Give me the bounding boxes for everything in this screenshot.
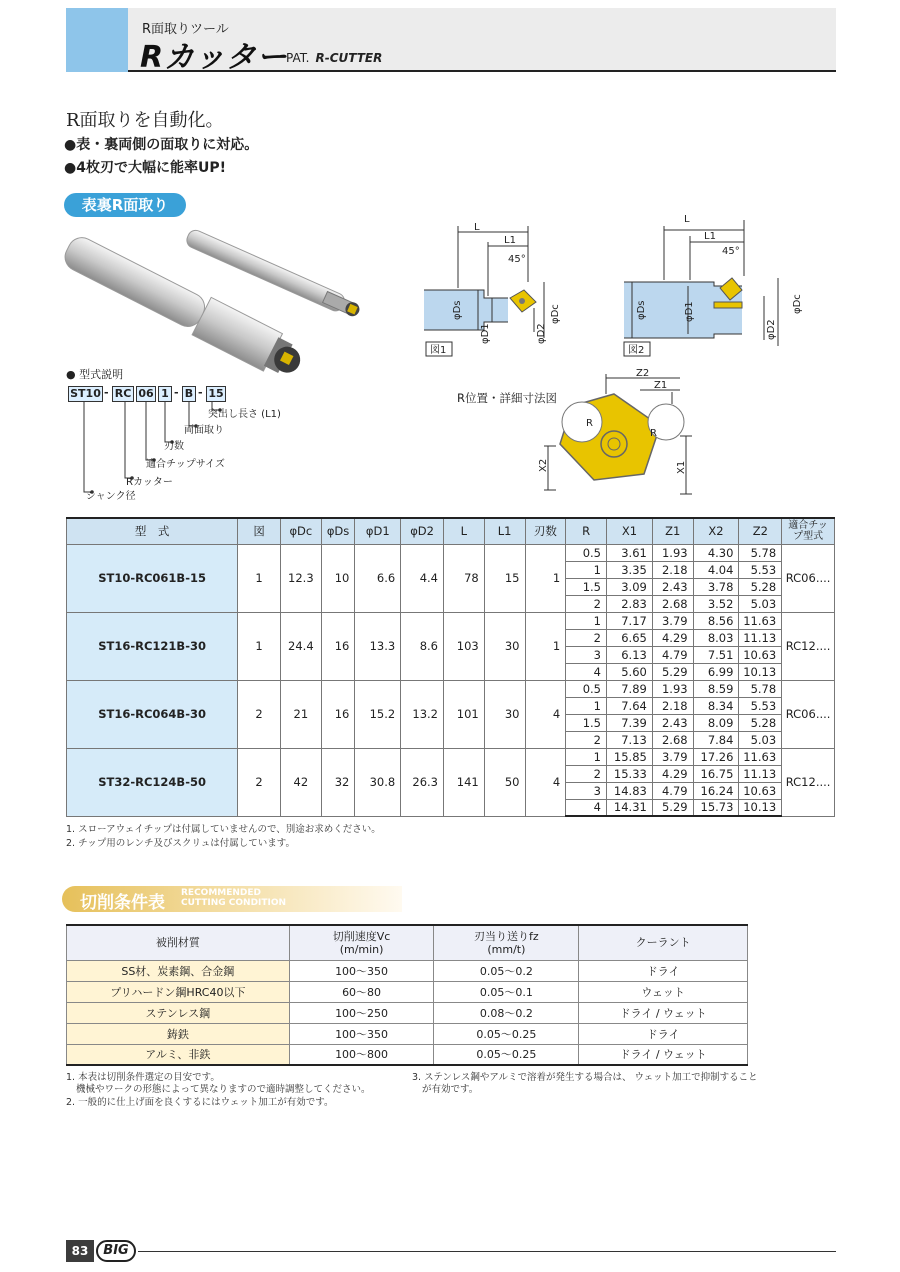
r-cell: 1 xyxy=(566,612,607,629)
z1-cell: 4.79 xyxy=(652,646,693,663)
col-coolant: クーラント xyxy=(579,925,748,960)
spec-row xyxy=(67,612,835,629)
cutting-note: 1. 本表は切削条件選定の目安です。 xyxy=(66,1072,220,1083)
figure-2-label: 図2 xyxy=(628,345,645,356)
header-subtitle: R面取りツール xyxy=(142,22,229,37)
x1-cell: 14.83 xyxy=(607,782,653,799)
product-photo xyxy=(60,218,370,390)
z2-cell: 10.63 xyxy=(739,782,782,799)
dim-Dc: φDc xyxy=(792,294,803,314)
x1-cell: 15.33 xyxy=(607,765,653,782)
x2-cell: 7.84 xyxy=(693,731,739,748)
code-desc-flutes: 刃数 xyxy=(164,441,184,452)
spec-note: 1. スローアウェイチップは付属していませんので、別途お求めください。 xyxy=(66,824,381,835)
code-part-size: 06 xyxy=(136,386,156,402)
fig-cell: 1 xyxy=(238,612,281,680)
fz-cell: 0.08〜0.2 xyxy=(434,1002,579,1023)
x2-cell: 8.09 xyxy=(693,714,739,731)
z2-cell: 5.28 xyxy=(739,714,782,731)
fig-cell: 2 xyxy=(238,680,281,748)
spec-table xyxy=(66,517,835,817)
x1-cell: 7.13 xyxy=(607,731,653,748)
x2-cell: 15.73 xyxy=(693,799,739,816)
r-cell: 2 xyxy=(566,629,607,646)
d2-cell: 8.6 xyxy=(401,612,444,680)
x2-cell: 7.51 xyxy=(693,646,739,663)
col-flutes: 刃数 xyxy=(525,518,566,544)
x2-cell: 16.75 xyxy=(693,765,739,782)
model-cell: ST16-RC064B-30 xyxy=(67,680,238,748)
cutting-section-title-en xyxy=(181,888,286,908)
z2-cell: 5.53 xyxy=(739,697,782,714)
dim-D2: φD2 xyxy=(536,323,547,344)
col-r: R xyxy=(566,518,607,544)
l-cell: 78 xyxy=(444,544,485,612)
spec-row xyxy=(67,680,835,697)
z1-cell: 3.79 xyxy=(652,612,693,629)
z1-cell: 1.93 xyxy=(652,680,693,697)
material-cell: ステンレス鋼 xyxy=(67,1002,290,1023)
vc-cell: 100〜350 xyxy=(289,960,434,981)
feature-item: ●4枚刃で大幅に能率UP! xyxy=(64,160,226,176)
x2-cell: 3.52 xyxy=(693,595,739,612)
dim-Dc: φDc xyxy=(550,304,561,324)
model-code-heading: ● 型式説明 xyxy=(66,368,124,381)
x1-cell: 6.13 xyxy=(607,646,653,663)
r-cell: 4 xyxy=(566,799,607,816)
page-number: 83 xyxy=(66,1240,94,1262)
col-d1: φD1 xyxy=(355,518,401,544)
col-vc xyxy=(289,925,434,960)
col-fz-unit: (mm/t) xyxy=(487,942,526,956)
brand-logo: BIG xyxy=(96,1240,136,1262)
figure-1-label: 図1 xyxy=(430,345,447,356)
col-x1: X1 xyxy=(607,518,653,544)
d1-cell: 30.8 xyxy=(355,748,401,816)
material-cell: 鋳鉄 xyxy=(67,1023,290,1044)
cutting-note: 機械やワークの形態によって異なりますので適時調整してください。 xyxy=(76,1084,371,1095)
r-cell: 4 xyxy=(566,663,607,680)
col-z2: Z2 xyxy=(739,518,782,544)
cutting-header-row xyxy=(67,925,748,960)
model-cell: ST10-RC061B-15 xyxy=(67,544,238,612)
cutting-row xyxy=(67,1044,748,1065)
x1-cell: 3.61 xyxy=(607,544,653,561)
x2-cell: 8.56 xyxy=(693,612,739,629)
r-cell: 2 xyxy=(566,731,607,748)
code-desc-rcutter: Rカッター xyxy=(126,477,173,488)
cutting-title-en-line: CUTTING CONDITION xyxy=(181,898,287,908)
col-fz xyxy=(434,925,579,960)
cutting-table-body xyxy=(67,960,748,1065)
d2-cell: 13.2 xyxy=(401,680,444,748)
figure-1-diagram xyxy=(418,212,566,362)
col-vc-unit: (m/min) xyxy=(339,942,384,956)
col-d2: φD2 xyxy=(401,518,444,544)
l-cell: 103 xyxy=(444,612,485,680)
z1-cell: 2.18 xyxy=(652,561,693,578)
code-desc-protrusion: 突出し長さ (L1) xyxy=(208,409,281,420)
dim-angle: 45° xyxy=(722,246,740,257)
z2-cell: 10.13 xyxy=(739,799,782,816)
chip-cell: RC12.... xyxy=(782,748,835,816)
x1-cell: 7.17 xyxy=(607,612,653,629)
cutting-row xyxy=(67,981,748,1002)
coolant-cell: ドライ / ウェット xyxy=(579,1044,748,1065)
fz-cell: 0.05〜0.25 xyxy=(434,1023,579,1044)
cutting-note: 2. 一般的に仕上げ面を良くするにはウェット加工が有効です。 xyxy=(66,1097,334,1108)
flutes-cell: 1 xyxy=(525,612,566,680)
x1-cell: 3.35 xyxy=(607,561,653,578)
dim-L: L xyxy=(474,222,480,233)
patent-name: R-CUTTER xyxy=(315,51,383,65)
lead-text: R面取りを自動化。 xyxy=(66,110,224,131)
col-model: 型 式 xyxy=(67,518,238,544)
cutting-row xyxy=(67,1002,748,1023)
cutting-title-en-line: RECOMMENDED xyxy=(181,888,262,898)
r-cell: 3 xyxy=(566,646,607,663)
dim-Z2: Z2 xyxy=(636,368,650,379)
dim-D2: φD2 xyxy=(766,319,777,340)
cutting-table xyxy=(66,924,748,1066)
r-cell: 0.5 xyxy=(566,544,607,561)
x1-cell: 14.31 xyxy=(607,799,653,816)
col-l1: L1 xyxy=(484,518,525,544)
z2-cell: 11.63 xyxy=(739,612,782,629)
z2-cell: 5.28 xyxy=(739,578,782,595)
code-desc-chip-size: 適合チップサイズ xyxy=(146,459,225,470)
ds-cell: 16 xyxy=(321,612,355,680)
x1-cell: 7.64 xyxy=(607,697,653,714)
x2-cell: 17.26 xyxy=(693,748,739,765)
d1-cell: 13.3 xyxy=(355,612,401,680)
x1-cell: 15.85 xyxy=(607,748,653,765)
detail-diagram-title: R位置・詳細寸法図 xyxy=(457,391,557,405)
code-desc-shank: シャンク径 xyxy=(86,491,136,502)
dim-R: R xyxy=(586,418,593,429)
model-cell: ST16-RC121B-30 xyxy=(67,612,238,680)
x2-cell: 4.30 xyxy=(693,544,739,561)
dim-L1: L1 xyxy=(504,235,516,246)
flutes-cell: 1 xyxy=(525,544,566,612)
x1-cell: 7.89 xyxy=(607,680,653,697)
z2-cell: 5.03 xyxy=(739,731,782,748)
code-part-rc: RC xyxy=(112,386,134,402)
col-dc: φDc xyxy=(280,518,321,544)
footer-rule xyxy=(138,1251,836,1252)
tool-large-image xyxy=(58,229,308,384)
material-cell: プリハードン鋼HRC40以下 xyxy=(67,981,290,1002)
fz-cell: 0.05〜0.25 xyxy=(434,1044,579,1065)
x1-cell: 5.60 xyxy=(607,663,653,680)
spec-header-row xyxy=(67,518,835,544)
x1-cell: 7.39 xyxy=(607,714,653,731)
ds-cell: 16 xyxy=(321,680,355,748)
z2-cell: 11.13 xyxy=(739,629,782,646)
r-cell: 1 xyxy=(566,561,607,578)
l-cell: 141 xyxy=(444,748,485,816)
model-cell: ST32-RC124B-50 xyxy=(67,748,238,816)
dc-cell: 21 xyxy=(280,680,321,748)
spec-row xyxy=(67,748,835,765)
chip-cell: RC12.... xyxy=(782,612,835,680)
r-cell: 1.5 xyxy=(566,714,607,731)
code-part-b: B xyxy=(182,386,196,402)
section-label: 表裏R面取り xyxy=(64,193,186,217)
r-cell: 2 xyxy=(566,595,607,612)
col-fz-line: 刃当り送りfz xyxy=(474,929,539,943)
coolant-cell: ドライ xyxy=(579,1023,748,1044)
z2-cell: 10.63 xyxy=(739,646,782,663)
x1-cell: 6.65 xyxy=(607,629,653,646)
col-fig: 図 xyxy=(238,518,281,544)
l-cell: 101 xyxy=(444,680,485,748)
chip-cell: RC06.... xyxy=(782,680,835,748)
patent-label xyxy=(286,51,382,65)
dc-cell: 12.3 xyxy=(280,544,321,612)
ds-cell: 32 xyxy=(321,748,355,816)
coolant-cell: ドライ xyxy=(579,960,748,981)
feature-item: ●表・裏両側の面取りに対応。 xyxy=(64,137,259,153)
col-l: L xyxy=(444,518,485,544)
vc-cell: 60〜80 xyxy=(289,981,434,1002)
z1-cell: 2.68 xyxy=(652,595,693,612)
dim-Ds: φDs xyxy=(636,300,647,320)
spec-table-body xyxy=(67,544,835,816)
code-desc-double: 両面取り xyxy=(184,425,224,436)
dim-L: L xyxy=(684,214,690,225)
coolant-cell: ドライ / ウェット xyxy=(579,1002,748,1023)
dim-angle: 45° xyxy=(508,254,526,265)
r-cell: 2 xyxy=(566,765,607,782)
fz-cell: 0.05〜0.1 xyxy=(434,981,579,1002)
x2-cell: 8.59 xyxy=(693,680,739,697)
z1-cell: 2.43 xyxy=(652,714,693,731)
z1-cell: 2.68 xyxy=(652,731,693,748)
l1-cell: 30 xyxy=(484,612,525,680)
col-x2: X2 xyxy=(693,518,739,544)
z2-cell: 5.03 xyxy=(739,595,782,612)
z2-cell: 5.53 xyxy=(739,561,782,578)
material-cell: アルミ、非鉄 xyxy=(67,1044,290,1065)
z1-cell: 4.29 xyxy=(652,765,693,782)
d2-cell: 26.3 xyxy=(401,748,444,816)
dc-cell: 24.4 xyxy=(280,612,321,680)
cutting-note: 3. ステンレス鋼やアルミで溶着が発生する場合は、 ウェット加工で抑制すること xyxy=(412,1072,758,1083)
dim-D1: φD1 xyxy=(684,301,695,322)
cutting-note: が有効です。 xyxy=(422,1084,479,1095)
z1-cell: 5.29 xyxy=(652,799,693,816)
spec-row xyxy=(67,544,835,561)
col-material: 被削材質 xyxy=(67,925,290,960)
detail-insert-diagram xyxy=(540,364,700,512)
z2-cell: 11.63 xyxy=(739,748,782,765)
z2-cell: 10.13 xyxy=(739,663,782,680)
x2-cell: 3.78 xyxy=(693,578,739,595)
code-dash: - xyxy=(198,386,203,399)
z1-cell: 1.93 xyxy=(652,544,693,561)
x2-cell: 4.04 xyxy=(693,561,739,578)
x1-cell: 2.83 xyxy=(607,595,653,612)
dim-Ds: φDs xyxy=(452,300,463,320)
x2-cell: 6.99 xyxy=(693,663,739,680)
x2-cell: 16.24 xyxy=(693,782,739,799)
cutting-row xyxy=(67,1023,748,1044)
z1-cell: 5.29 xyxy=(652,663,693,680)
page-title: Rカッター xyxy=(140,40,288,75)
code-dash: - xyxy=(104,386,109,399)
l1-cell: 50 xyxy=(484,748,525,816)
code-part-flutes: 1 xyxy=(158,386,172,402)
cutting-section-title: 切削条件表 xyxy=(80,893,165,913)
patent-prefix: PAT. xyxy=(286,51,310,65)
fig-cell: 1 xyxy=(238,544,281,612)
col-vc-line: 切削速度Vc xyxy=(332,929,391,943)
spec-note: 2. チップ用のレンチ及びスクリュは付属しています。 xyxy=(66,838,296,849)
r-cell: 1.5 xyxy=(566,578,607,595)
z2-cell: 5.78 xyxy=(739,544,782,561)
code-part-length: 15 xyxy=(206,386,226,402)
r-cell: 1 xyxy=(566,748,607,765)
x1-cell: 3.09 xyxy=(607,578,653,595)
ds-cell: 10 xyxy=(321,544,355,612)
z1-cell: 2.43 xyxy=(652,578,693,595)
z1-cell: 4.79 xyxy=(652,782,693,799)
flutes-cell: 4 xyxy=(525,748,566,816)
l1-cell: 15 xyxy=(484,544,525,612)
l1-cell: 30 xyxy=(484,680,525,748)
figure-2-diagram xyxy=(604,206,814,362)
fig-cell: 2 xyxy=(238,748,281,816)
dc-cell: 42 xyxy=(280,748,321,816)
col-ds: φDs xyxy=(321,518,355,544)
vc-cell: 100〜250 xyxy=(289,1002,434,1023)
x2-cell: 8.34 xyxy=(693,697,739,714)
d1-cell: 6.6 xyxy=(355,544,401,612)
d1-cell: 15.2 xyxy=(355,680,401,748)
dim-R: R xyxy=(650,428,657,439)
z1-cell: 3.79 xyxy=(652,748,693,765)
coolant-cell: ウェット xyxy=(579,981,748,1002)
code-dash: - xyxy=(174,386,179,399)
flutes-cell: 4 xyxy=(525,680,566,748)
fz-cell: 0.05〜0.2 xyxy=(434,960,579,981)
dim-D1: φD1 xyxy=(480,323,491,344)
vc-cell: 100〜350 xyxy=(289,1023,434,1044)
r-cell: 3 xyxy=(566,782,607,799)
x2-cell: 8.03 xyxy=(693,629,739,646)
col-chip: 適合チップ型式 xyxy=(782,518,835,544)
header-accent-block xyxy=(66,8,128,72)
dim-Z1: Z1 xyxy=(654,380,668,391)
col-z1: Z1 xyxy=(652,518,693,544)
cutting-row xyxy=(67,960,748,981)
d2-cell: 4.4 xyxy=(401,544,444,612)
r-cell: 1 xyxy=(566,697,607,714)
vc-cell: 100〜800 xyxy=(289,1044,434,1065)
dim-X2: X2 xyxy=(538,458,549,472)
z2-cell: 11.13 xyxy=(739,765,782,782)
z1-cell: 2.18 xyxy=(652,697,693,714)
z1-cell: 4.29 xyxy=(652,629,693,646)
dim-X1: X1 xyxy=(676,460,687,474)
dim-L1: L1 xyxy=(704,231,716,242)
code-part-shank: ST10 xyxy=(68,386,103,402)
r-cell: 0.5 xyxy=(566,680,607,697)
z2-cell: 5.78 xyxy=(739,680,782,697)
chip-cell: RC06.... xyxy=(782,544,835,612)
material-cell: SS材、炭素鋼、合金鋼 xyxy=(67,960,290,981)
